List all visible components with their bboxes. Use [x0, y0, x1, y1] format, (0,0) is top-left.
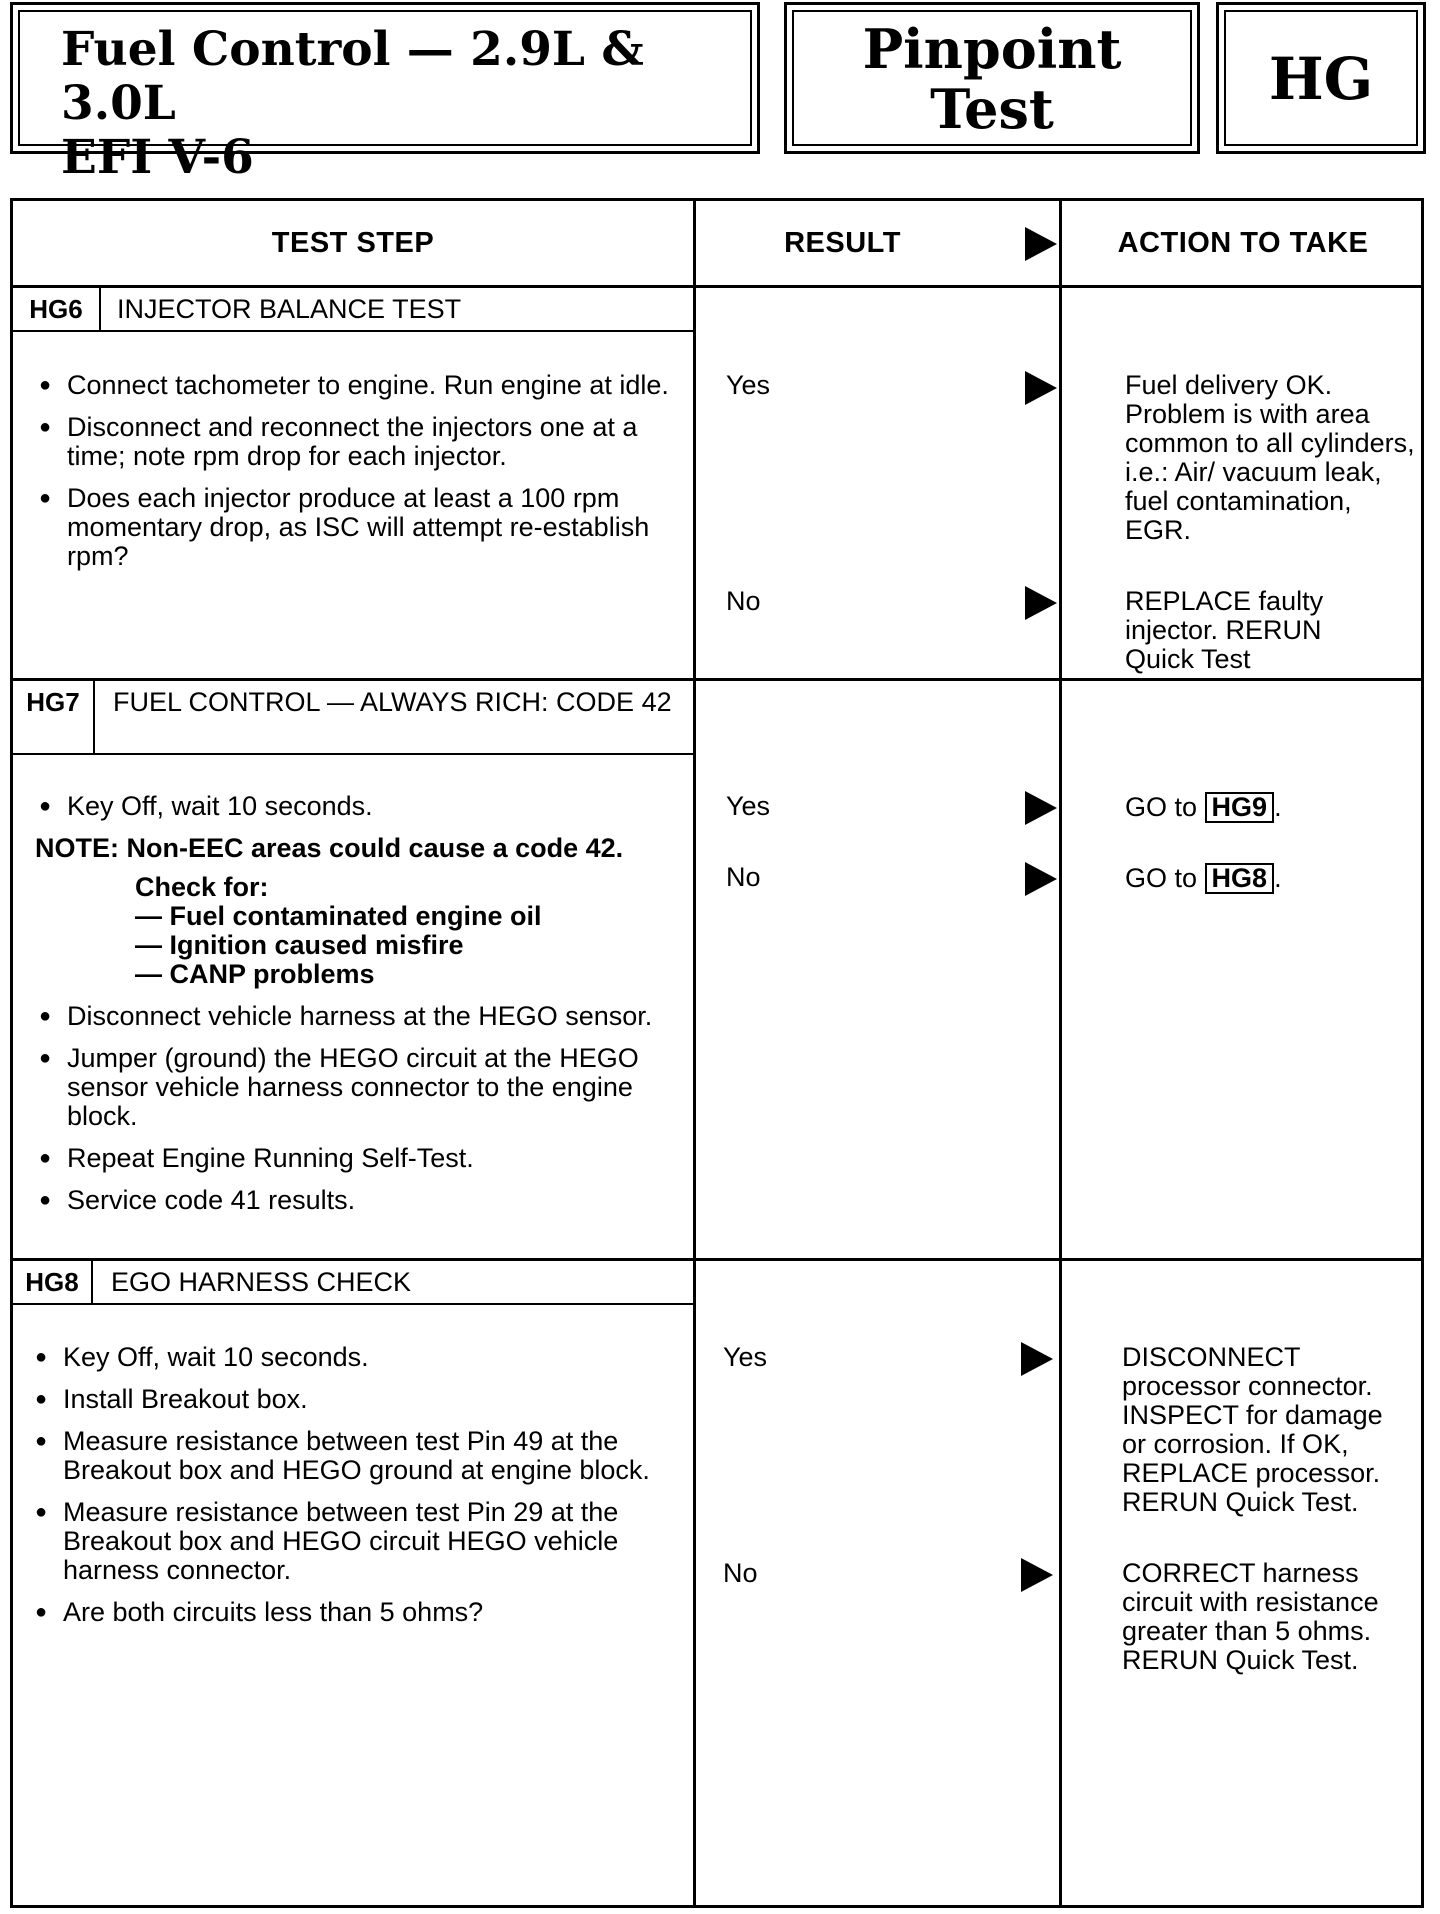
hg6-no-arrow-icon	[1025, 586, 1057, 620]
hg8-steps	[35, 1343, 675, 1640]
step-id-hg8: HG8	[25, 1266, 79, 1297]
title-box	[10, 2, 760, 185]
col-result: RESULT	[784, 227, 901, 259]
col-action: ACTION TO TAKE	[1117, 227, 1369, 259]
list-item: ● Connect tachometer to engine. Run engine at idle.	[39, 371, 679, 400]
pinpoint-label: Pinpoint	[862, 17, 1122, 81]
hg8-no-arrow-icon	[1021, 1558, 1053, 1592]
list-item: ● Jumper (ground) the HEGO circuit at the HEGO sensor vehicle harness connector to the engine block.	[39, 1044, 679, 1131]
list-item: ● Disconnect and reconnect the injectors one at a time; note rpm drop for each injector.	[39, 413, 679, 471]
hg7-no-action: GO to HG8 .	[1125, 863, 1282, 893]
hg7-no: No	[726, 862, 761, 892]
hg6-steps	[39, 371, 679, 584]
hg7-yes: Yes	[726, 791, 771, 821]
hg8-header	[13, 1261, 693, 1305]
list-item: ● Does each injector produce at least a 100 rpm momentary drop, as ISC will attempt re-establish rpm?	[39, 484, 679, 571]
hg6-no: No	[726, 586, 761, 616]
hg7-yes-arrow-icon	[1025, 791, 1057, 825]
divider-result-action	[1059, 201, 1062, 1905]
ref-hg8[interactable]: HG8	[1205, 863, 1275, 894]
test-code-box	[1216, 2, 1426, 154]
divider-step-result	[693, 201, 696, 1905]
hg8-yes-action: DISCONNECT processor connector. INSPECT for damage or corrosion. If OK, REPLACE processor. RERUN Quick Test.	[1122, 1342, 1383, 1517]
col-test-step: TEST STEP	[271, 227, 435, 259]
pinpoint-test-box	[784, 2, 1200, 154]
step-title-hg8: EGO HARNESS CHECK	[111, 1267, 412, 1297]
hg6-yes: Yes	[726, 370, 771, 400]
check-item: — CANP problems	[135, 959, 375, 989]
hg7-yes-action: GO to HG9 .	[1125, 792, 1282, 822]
list-item: ● Service code 41 results.	[39, 1186, 679, 1215]
step-id-hg7: HG7	[26, 687, 80, 717]
hg8-no: No	[723, 1558, 758, 1588]
list-item: ● Are both circuits less than 5 ohms?	[35, 1598, 675, 1627]
list-item: ● Install Breakout box.	[35, 1385, 675, 1414]
hg8-no-action: CORRECT harness circuit with resistance greater than 5 ohms. RERUN Quick Test.	[1122, 1558, 1379, 1675]
hg8-yes-arrow-icon	[1021, 1342, 1053, 1376]
test-label: Test	[930, 77, 1054, 141]
title-line-1: Fuel Control — 2.9L & 3.0L	[61, 22, 644, 131]
step-title-hg7: FUEL CONTROL — ALWAYS RICH: CODE 42	[113, 687, 672, 717]
list-item: ● Key Off, wait 10 seconds.	[39, 792, 679, 821]
hg7-header	[13, 681, 693, 755]
hg7-note: NOTE: Non-EEC areas could cause a code 42.	[35, 833, 624, 863]
hg7-body	[35, 791, 679, 1228]
hg6-yes-arrow-icon	[1025, 371, 1057, 405]
result-arrow-icon	[1025, 227, 1057, 261]
hg6-header	[13, 288, 693, 332]
hg6-no-action: REPLACE faulty injector. RERUN Quick Test	[1125, 586, 1324, 674]
hg7-no-arrow-icon	[1025, 862, 1057, 896]
list-item: ● Repeat Engine Running Self-Test.	[39, 1144, 679, 1173]
title-line-2: EFI V-6	[61, 130, 254, 185]
page-title	[61, 23, 757, 185]
check-item: — Ignition caused misfire	[135, 930, 464, 960]
check-item: — Fuel contaminated engine oil	[135, 901, 542, 931]
list-item: ● Measure resistance between test Pin 49 at the Breakout box and HEGO ground at engine block.	[35, 1427, 675, 1485]
ref-hg9[interactable]: HG9	[1205, 792, 1275, 823]
hg7-check-for: Check for: — Fuel contaminated engine oil — Ignition caused misfire — CANP problems	[135, 873, 679, 989]
step-id-hg6: HG6	[29, 293, 83, 324]
list-item: ● Key Off, wait 10 seconds.	[35, 1343, 675, 1372]
hg6-yes-action: Fuel delivery OK. Problem is with area common to all cylinders, i.e.: Air/ vacuum leak, fuel contamination, EGR.	[1125, 370, 1415, 545]
test-code: HG	[1268, 45, 1374, 113]
list-item: ● Measure resistance between test Pin 29 at the Breakout box and HEGO circuit HEGO vehicle harness connector.	[35, 1498, 675, 1585]
step-title-hg6: INJECTOR BALANCE TEST	[117, 294, 462, 324]
hg8-yes: Yes	[723, 1342, 768, 1372]
list-item: ● Disconnect vehicle harness at the HEGO sensor.	[39, 1002, 679, 1031]
pinpoint-table	[10, 198, 1424, 1908]
